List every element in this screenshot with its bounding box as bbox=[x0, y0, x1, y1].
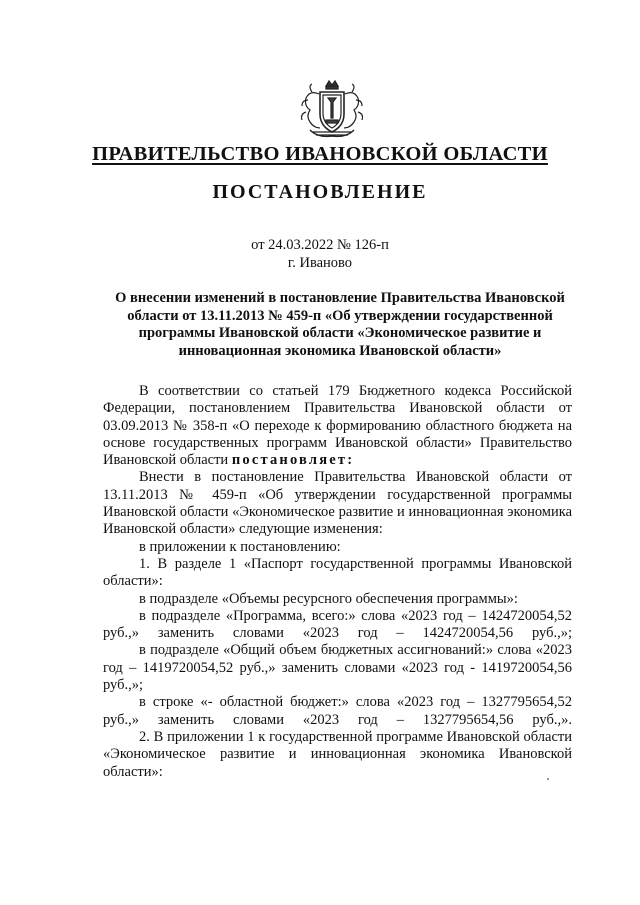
organization-title: ПРАВИТЕЛЬСТВО ИВАНОВСКОЙ ОБЛАСТИ bbox=[92, 143, 548, 165]
resolution-word: постановляет: bbox=[231, 452, 355, 469]
paragraph-item-2: 2. В приложении 1 к государственной программе Ивановской области «Экономическое развитие и инновационная экономика Ивановской области»: bbox=[103, 728, 572, 780]
document-body bbox=[103, 383, 572, 781]
scan-speck bbox=[547, 778, 549, 780]
date-number: от 24.03.2022 № 126-п bbox=[251, 237, 389, 253]
document-type-title: ПОСТАНОВЛЕНИЕ bbox=[212, 181, 428, 203]
paragraph-main: Внести в постановление Правительства Ивановской области от 13.11.2013 № 459-п «Об утверждении государственной программы Ивановской области «Экономическое развитие и инновационная экономика Ивановской области» следующие изменения: bbox=[103, 469, 572, 538]
coat-of-arms-emblem bbox=[296, 78, 368, 140]
paragraph-change-1: в подразделе «Программа, всего:» слова «2023 год – 1424720054,52 руб.,» заменить словами «2023 год – 1424720054,56 руб.,»; bbox=[103, 607, 572, 642]
paragraph-change-2: в подразделе «Общий объем бюджетных ассигнований:» слова «2023 год – 1419720054,52 руб.,» заменить словами «2023 год - 1419720054,56 руб.,»; bbox=[103, 642, 572, 694]
city: г. Иваново bbox=[287, 255, 353, 271]
paragraph-subsection: в подразделе «Объемы ресурсного обеспечения программы»: bbox=[139, 590, 518, 607]
preamble-text: В соответствии со статьей 179 Бюджетного кодекса Российской Федерации, постановлением Правительства Ивановской области от 03.09.2013 № 358-п «О переходе к формированию областного бюджета на основе государственных программ Ивановской области» Правительство Ивановской области bbox=[103, 383, 572, 469]
document-subject: О внесении изменений в постановление Правительства Ивановской области от 13.11.2013 № 459-п «Об утверждении государственной программы Ивановской области «Экономическое развитие и инновационная экономика Ивановской области» bbox=[115, 290, 565, 359]
paragraph-annex: в приложении к постановлению: bbox=[139, 538, 341, 555]
paragraph-preamble bbox=[103, 383, 572, 469]
paragraph-change-3: в строке «- областной бюджет:» слова «2023 год – 1327795654,52 руб.,» заменить словами «2023 год – 1327795654,56 руб.,». bbox=[103, 694, 572, 728]
document-meta bbox=[0, 236, 640, 272]
paragraph-item-1: 1. В разделе 1 «Паспорт государственной программы Ивановской области»: bbox=[103, 555, 572, 590]
